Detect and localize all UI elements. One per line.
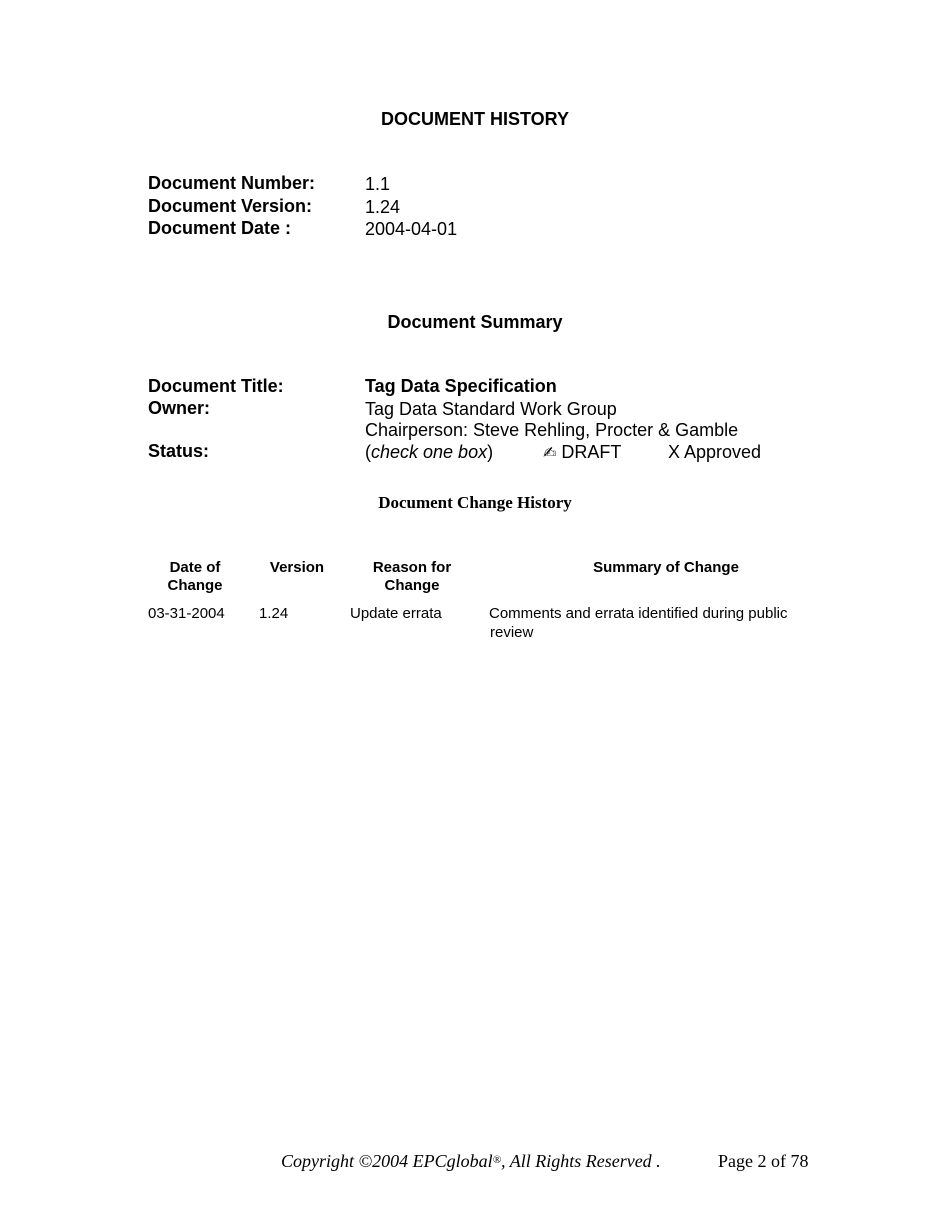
document-version-value: 1.24 (365, 197, 401, 217)
table-header-version: Version (269, 559, 325, 576)
table-cell-date: 03-31-2004 (148, 605, 225, 622)
status-instruction-text: check one box (371, 442, 488, 462)
document-date-value: 2004-04-01 (365, 219, 458, 239)
document-summary-title: Document Summary (387, 312, 563, 332)
table-header-reason: Reason for Change (372, 559, 452, 594)
owner-value: Tag Data Standard Work Group (365, 399, 617, 419)
status-draft-option (543, 442, 621, 463)
table-header-date: Date of Change (167, 559, 223, 594)
footer-copyright-text: Copyright ©2004 EPCglobal (281, 1151, 493, 1171)
status-approved-option: X Approved (668, 442, 762, 462)
table-cell-summary-line1: Comments and errata identified during public (489, 605, 788, 622)
footer-page-number: Page 2 of 78 (718, 1151, 809, 1171)
document-number-label: Document Number: (148, 173, 316, 193)
writing-hand-icon: ✍ (543, 443, 557, 462)
table-cell-summary-line2: review (490, 624, 534, 641)
status-label: Status: (148, 441, 210, 461)
status-paren-open: ( (365, 442, 371, 462)
footer-rights: , All Rights Reserved . (501, 1151, 661, 1171)
owner-label: Owner: (148, 398, 211, 418)
document-date-label: Document Date : (148, 218, 292, 238)
table-cell-reason: Update errata (350, 605, 442, 622)
document-change-history-title: Document Change History (378, 493, 572, 512)
footer-copyright (281, 1151, 661, 1172)
registered-mark: ® (492, 1154, 502, 1166)
document-number-value: 1.1 (365, 174, 391, 194)
chairperson-value: Chairperson: Steve Rehling, Procter & Gamble (365, 420, 739, 440)
status-draft-label: DRAFT (561, 442, 622, 462)
table-cell-version: 1.24 (259, 605, 289, 622)
table-header-summary: Summary of Change (593, 559, 739, 576)
document-title-label: Document Title: (148, 376, 284, 396)
document-title-value: Tag Data Specification (365, 376, 557, 396)
document-version-label: Document Version: (148, 196, 313, 216)
document-history-title: DOCUMENT HISTORY (380, 109, 569, 129)
status-instruction (365, 442, 493, 463)
status-paren-close: ) (487, 442, 494, 462)
